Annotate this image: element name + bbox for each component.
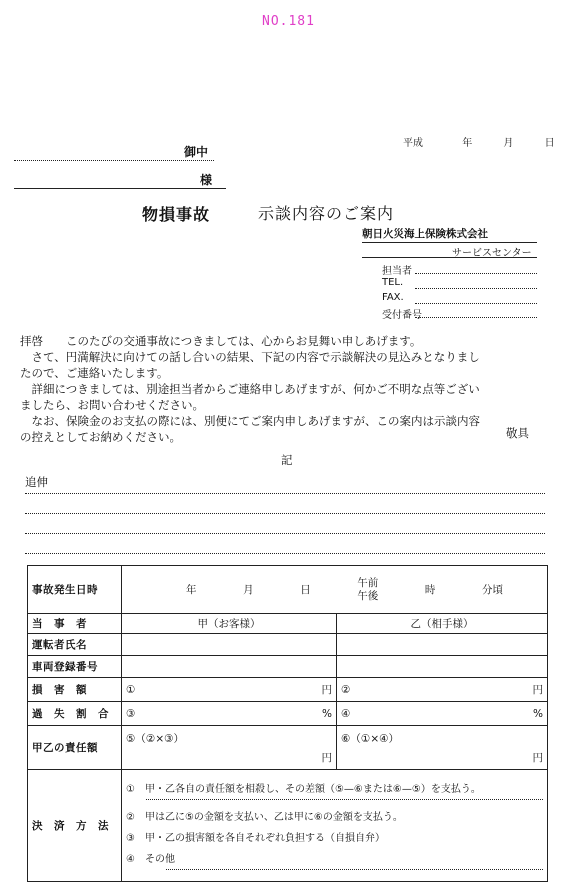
liability-b-formula: ⑥（①×④） bbox=[341, 732, 400, 745]
contact-tel-line bbox=[415, 287, 537, 289]
fault-a-mark: ③ bbox=[126, 707, 136, 720]
liability-label: 甲乙の責任額 bbox=[28, 726, 122, 770]
body-line: さて、円満解決に向けての話し合いの結果、下記の内容で示談解決の見込みとなりまし bbox=[20, 350, 480, 364]
option-line bbox=[146, 798, 543, 800]
driver-label: 運転者氏名 bbox=[28, 634, 122, 656]
ki-heading: 記 bbox=[281, 453, 293, 467]
recipient-name-line bbox=[14, 170, 226, 189]
sama-label: 様 bbox=[200, 173, 213, 187]
table-row bbox=[28, 678, 548, 702]
postscript-label: 追伸 bbox=[25, 475, 48, 489]
settlement-options bbox=[122, 770, 548, 882]
fault-b-cell[interactable] bbox=[337, 702, 548, 726]
party-a-header: 甲（お客様） bbox=[122, 614, 337, 634]
body-line: の控えとしてお納めください。 bbox=[20, 430, 181, 444]
postscript-line bbox=[25, 492, 545, 494]
body-line: 詳細につきましては、別途担当者からご連絡申しあげますが、何かご不明な点等ござい bbox=[20, 382, 480, 396]
table-row bbox=[28, 634, 548, 656]
fault-b-mark: ④ bbox=[341, 707, 351, 720]
settlement-label: 決 済 方 法 bbox=[28, 770, 122, 882]
table-row bbox=[28, 770, 548, 882]
yen-unit: 円 bbox=[321, 751, 332, 764]
percent-unit: % bbox=[533, 707, 543, 720]
recipient-company-line bbox=[14, 142, 214, 161]
date-month: 月 bbox=[503, 138, 514, 149]
liability-a-cell[interactable] bbox=[122, 726, 337, 770]
body-line: ましたら、お問い合わせください。 bbox=[20, 398, 204, 412]
company-name: 朝日火災海上保険株式会社 bbox=[362, 228, 488, 240]
accident-year: 年 bbox=[186, 584, 197, 596]
damage-a-mark: ① bbox=[126, 683, 136, 696]
company-divider bbox=[362, 242, 537, 243]
option-line bbox=[166, 868, 543, 870]
date-day: 日 bbox=[544, 138, 555, 149]
accident-month: 月 bbox=[243, 584, 254, 596]
vehicle-label: 車両登録番号 bbox=[28, 656, 122, 678]
party-b-header: 乙（相手様） bbox=[337, 614, 548, 634]
table-row bbox=[28, 614, 548, 634]
yen-unit: 円 bbox=[532, 751, 543, 764]
am-pm bbox=[357, 577, 378, 603]
postscript-line bbox=[25, 532, 545, 534]
body-line: なお、保険金のお支払の際には、別便にてご案内申しあげますが、この案内は示談内容 bbox=[20, 414, 480, 428]
onchu-label: 御中 bbox=[184, 145, 209, 159]
contact-fax-label: FAX. bbox=[382, 292, 404, 303]
damage-b-mark: ② bbox=[341, 683, 351, 696]
contact-reception-line bbox=[415, 316, 537, 318]
date-line bbox=[403, 134, 555, 149]
accident-hour: 時 bbox=[424, 584, 436, 596]
closing-keigu: 敬具 bbox=[506, 426, 529, 440]
page-subtitle: 示談内容のご案内 bbox=[258, 204, 395, 223]
contact-tel-label: TEL. bbox=[382, 277, 404, 288]
body-line: たので、ご連絡いたします。 bbox=[20, 366, 169, 380]
table-row bbox=[28, 566, 548, 614]
accident-minute: 分頃 bbox=[481, 584, 503, 596]
liability-b-cell[interactable] bbox=[337, 726, 548, 770]
center-divider bbox=[362, 257, 537, 258]
party-label: 当 事 者 bbox=[28, 614, 122, 634]
percent-unit: % bbox=[322, 707, 332, 720]
body-line: 拝啓 このたびの交通事故につきましては、心からお見舞い申しあげます。 bbox=[20, 334, 422, 348]
date-era: 平成 bbox=[403, 138, 423, 149]
pm-label: 午後 bbox=[357, 589, 379, 602]
document-number: NO.181 bbox=[262, 14, 315, 29]
settlement-option[interactable]: ① 甲・乙各自の責任額を相殺し、その差額（⑤—⑥または⑥—⑤）を支払う。 bbox=[126, 783, 481, 795]
contact-fax-line bbox=[415, 302, 537, 304]
vehicle-a-cell[interactable] bbox=[122, 656, 337, 678]
settlement-table bbox=[27, 565, 548, 882]
am-label: 午前 bbox=[357, 576, 379, 589]
postscript-line bbox=[25, 512, 545, 514]
yen-unit: 円 bbox=[321, 684, 332, 696]
driver-a-cell[interactable] bbox=[122, 634, 337, 656]
fault-a-cell[interactable] bbox=[122, 702, 337, 726]
fault-label: 過 失 割 合 bbox=[28, 702, 122, 726]
table-row bbox=[28, 656, 548, 678]
damage-b-cell[interactable] bbox=[337, 678, 548, 702]
yen-unit: 円 bbox=[532, 684, 543, 696]
postscript-line bbox=[25, 552, 545, 554]
settlement-option[interactable]: ④ その他 bbox=[126, 853, 175, 865]
table-row bbox=[28, 702, 548, 726]
date-year: 年 bbox=[462, 138, 473, 149]
accident-day: 日 bbox=[300, 584, 311, 596]
settlement-option[interactable]: ③ 甲・乙の損害額を各自それぞれ負担する（自損自弁） bbox=[126, 832, 385, 844]
service-center: サービスセンター bbox=[452, 248, 532, 259]
contact-person-label: 担当者 bbox=[382, 266, 412, 277]
settlement-option[interactable]: ② 甲は乙に⑤の金額を支払い、乙は甲に⑥の金額を支払う。 bbox=[126, 811, 403, 823]
accident-date-cell bbox=[122, 566, 548, 614]
accident-date-label: 事故発生日時 bbox=[28, 566, 122, 614]
driver-b-cell[interactable] bbox=[337, 634, 548, 656]
contact-reception-label: 受付番号 bbox=[382, 310, 422, 321]
vehicle-b-cell[interactable] bbox=[337, 656, 548, 678]
table-row bbox=[28, 726, 548, 770]
damage-label: 損 害 額 bbox=[28, 678, 122, 702]
damage-a-cell[interactable] bbox=[122, 678, 337, 702]
liability-a-formula: ⑤（②×③） bbox=[126, 732, 185, 745]
page-title: 物損事故 bbox=[142, 205, 211, 224]
contact-person-line bbox=[415, 272, 537, 274]
